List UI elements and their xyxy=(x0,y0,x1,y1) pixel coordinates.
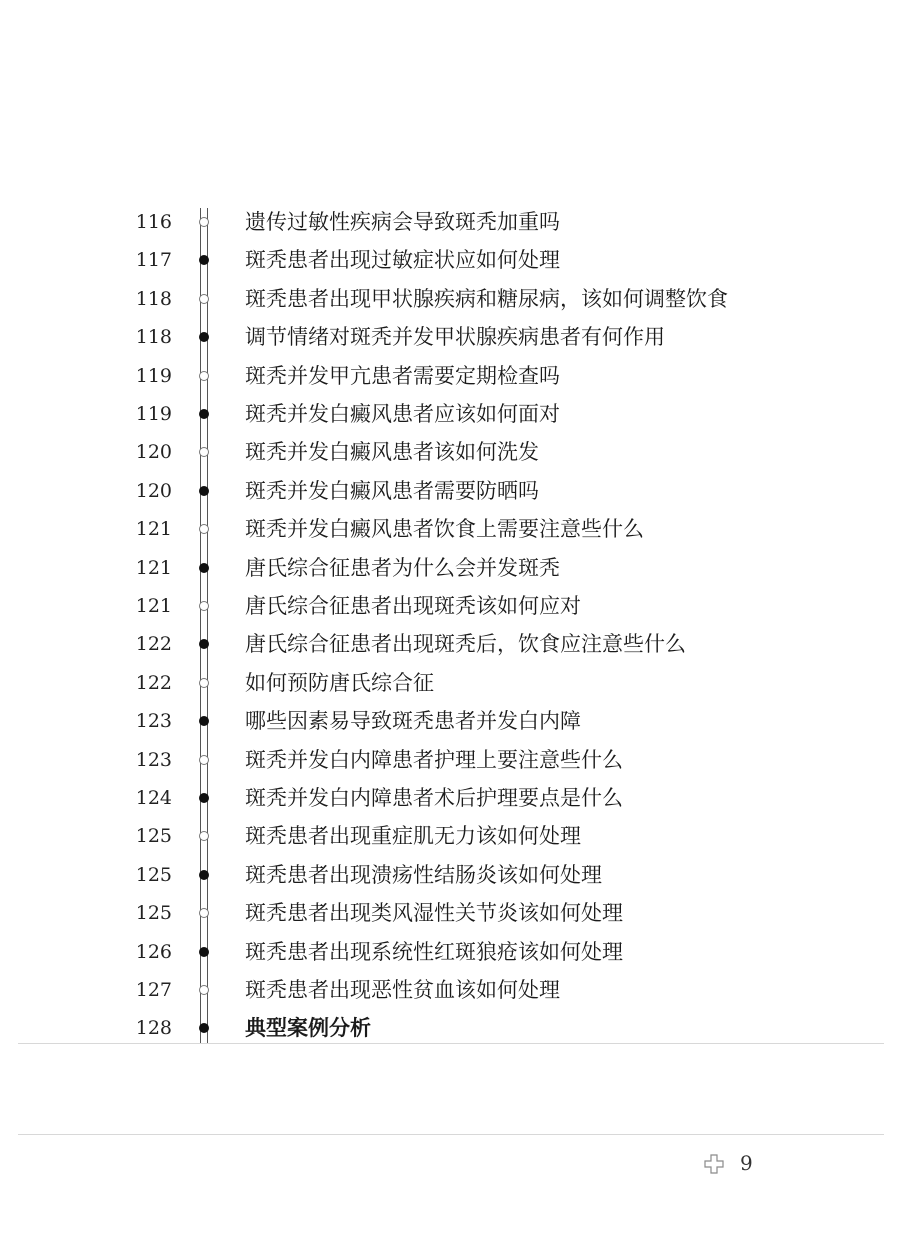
toc-entry[interactable] xyxy=(0,896,900,934)
hollow-dot-icon xyxy=(199,217,209,227)
toc-entry[interactable] xyxy=(0,551,900,589)
toc-page-number: 121 xyxy=(135,595,172,617)
toc-page-number: 125 xyxy=(135,863,172,886)
toc-entry-title: 调节情绪对斑秃并发甲状腺疾病患者有何作用 xyxy=(245,325,665,350)
toc-entry-title: 遗传过敏性疾病会导致斑秃加重吗 xyxy=(245,210,560,234)
toc-page-number: 125 xyxy=(135,902,172,925)
toc-page-number: 118 xyxy=(135,287,172,310)
toc-page-number: 117 xyxy=(135,249,172,272)
toc-entry[interactable] xyxy=(0,781,900,819)
toc-entry-title: 唐氏综合征患者为什么会并发斑秃 xyxy=(245,555,560,580)
toc-entry-title: 唐氏综合征患者出现斑秃后，饮食应注意些什么 xyxy=(245,632,686,657)
toc-page-number: 119 xyxy=(135,364,172,387)
toc-page-number: 120 xyxy=(135,479,172,502)
hollow-dot-icon xyxy=(199,601,209,611)
toc-entry-title: 斑秃患者出现类风湿性关节炎该如何处理 xyxy=(245,901,623,926)
toc-entry[interactable] xyxy=(0,397,900,435)
toc-entry-title: 斑秃并发白癜风患者饮食上需要注意些什么 xyxy=(245,517,644,542)
toc-page-number: 121 xyxy=(135,518,172,541)
toc-entry-title: 斑秃并发白内障患者术后护理要点是什么 xyxy=(245,786,623,810)
toc-page-number: 124 xyxy=(135,787,172,809)
toc-entry[interactable] xyxy=(0,282,900,320)
toc-entry[interactable] xyxy=(0,243,900,281)
toc-entry[interactable] xyxy=(0,627,900,665)
hollow-dot-icon xyxy=(199,985,209,995)
toc-entry-title: 斑秃并发白癜风患者应该如何面对 xyxy=(245,402,560,426)
hollow-dot-icon xyxy=(199,371,209,381)
toc-page-number: 120 xyxy=(135,441,172,464)
toc-page-number: 119 xyxy=(135,403,172,425)
filled-dot-icon xyxy=(199,793,209,803)
toc-page-number: 121 xyxy=(135,556,172,579)
toc-entry-title: 斑秃患者出现过敏症状应如何处理 xyxy=(245,248,560,273)
toc-page-number: 116 xyxy=(135,211,172,233)
toc-entry-title: 典型案例分析 xyxy=(245,1016,371,1041)
toc-entry-title: 斑秃患者出现甲状腺疾病和糖尿病，该如何调整饮食 xyxy=(245,286,728,311)
toc-entry[interactable] xyxy=(0,205,900,243)
toc-page-number: 125 xyxy=(135,825,172,848)
toc-entry-title: 唐氏综合征患者出现斑秃该如何应对 xyxy=(245,594,581,618)
filled-dot-icon xyxy=(199,639,209,649)
toc-entry[interactable] xyxy=(0,435,900,473)
toc-page-number: 122 xyxy=(135,671,172,694)
toc-page-number: 123 xyxy=(135,748,172,771)
filled-dot-icon xyxy=(199,332,209,342)
toc-page-number: 127 xyxy=(135,979,172,1001)
toc-entry-title: 斑秃并发甲亢患者需要定期检查吗 xyxy=(245,363,560,388)
hollow-dot-icon xyxy=(199,294,209,304)
hollow-dot-icon xyxy=(199,908,209,918)
filled-dot-icon xyxy=(199,563,209,573)
toc-entry-title: 斑秃并发白癜风患者该如何洗发 xyxy=(245,440,539,465)
filled-dot-icon xyxy=(199,1023,209,1033)
toc-entry-title: 哪些因素易导致斑秃患者并发白内障 xyxy=(245,709,581,734)
hollow-dot-icon xyxy=(199,831,209,841)
hollow-dot-icon xyxy=(199,447,209,457)
toc-page-number: 128 xyxy=(135,1017,172,1040)
toc-entry[interactable] xyxy=(0,474,900,512)
toc-entry[interactable] xyxy=(0,935,900,973)
toc-entry[interactable] xyxy=(0,858,900,896)
toc-entry-title: 斑秃并发白内障患者护理上要注意些什么 xyxy=(245,747,623,772)
toc-page-number: 118 xyxy=(135,326,172,349)
filled-dot-icon xyxy=(199,486,209,496)
toc-entry[interactable] xyxy=(0,589,900,627)
toc-entry-title: 如何预防唐氏综合征 xyxy=(245,670,434,695)
toc-entry-title: 斑秃患者出现恶性贫血该如何处理 xyxy=(245,978,560,1002)
filled-dot-icon xyxy=(199,947,209,957)
toc-page-number: 123 xyxy=(135,710,172,733)
toc-entry[interactable] xyxy=(0,743,900,781)
toc-entry[interactable] xyxy=(0,320,900,358)
toc-entry[interactable] xyxy=(0,666,900,704)
hollow-dot-icon xyxy=(199,755,209,765)
toc-entry[interactable] xyxy=(0,819,900,857)
toc-entry[interactable] xyxy=(0,359,900,397)
toc-entry-title: 斑秃患者出现系统性红斑狼疮该如何处理 xyxy=(245,939,623,964)
toc-entry[interactable] xyxy=(0,704,900,742)
divider-line xyxy=(18,1043,884,1044)
toc-entry[interactable] xyxy=(0,512,900,550)
cross-icon xyxy=(704,1154,724,1174)
footer-divider-line xyxy=(18,1134,884,1135)
filled-dot-icon xyxy=(199,870,209,880)
toc-entry-title: 斑秃患者出现溃疡性结肠炎该如何处理 xyxy=(245,862,602,887)
toc-entry[interactable] xyxy=(0,973,900,1011)
toc-entry-title: 斑秃患者出现重症肌无力该如何处理 xyxy=(245,824,581,849)
toc-page-number: 126 xyxy=(135,940,172,963)
hollow-dot-icon xyxy=(199,678,209,688)
filled-dot-icon xyxy=(199,716,209,726)
filled-dot-icon xyxy=(199,409,209,419)
page-footer xyxy=(704,1150,784,1178)
toc-entry-title: 斑秃并发白癜风患者需要防晒吗 xyxy=(245,478,539,503)
hollow-dot-icon xyxy=(199,524,209,534)
toc-page-number: 122 xyxy=(135,633,172,656)
page-number: 9 xyxy=(740,1151,753,1175)
filled-dot-icon xyxy=(199,255,209,265)
